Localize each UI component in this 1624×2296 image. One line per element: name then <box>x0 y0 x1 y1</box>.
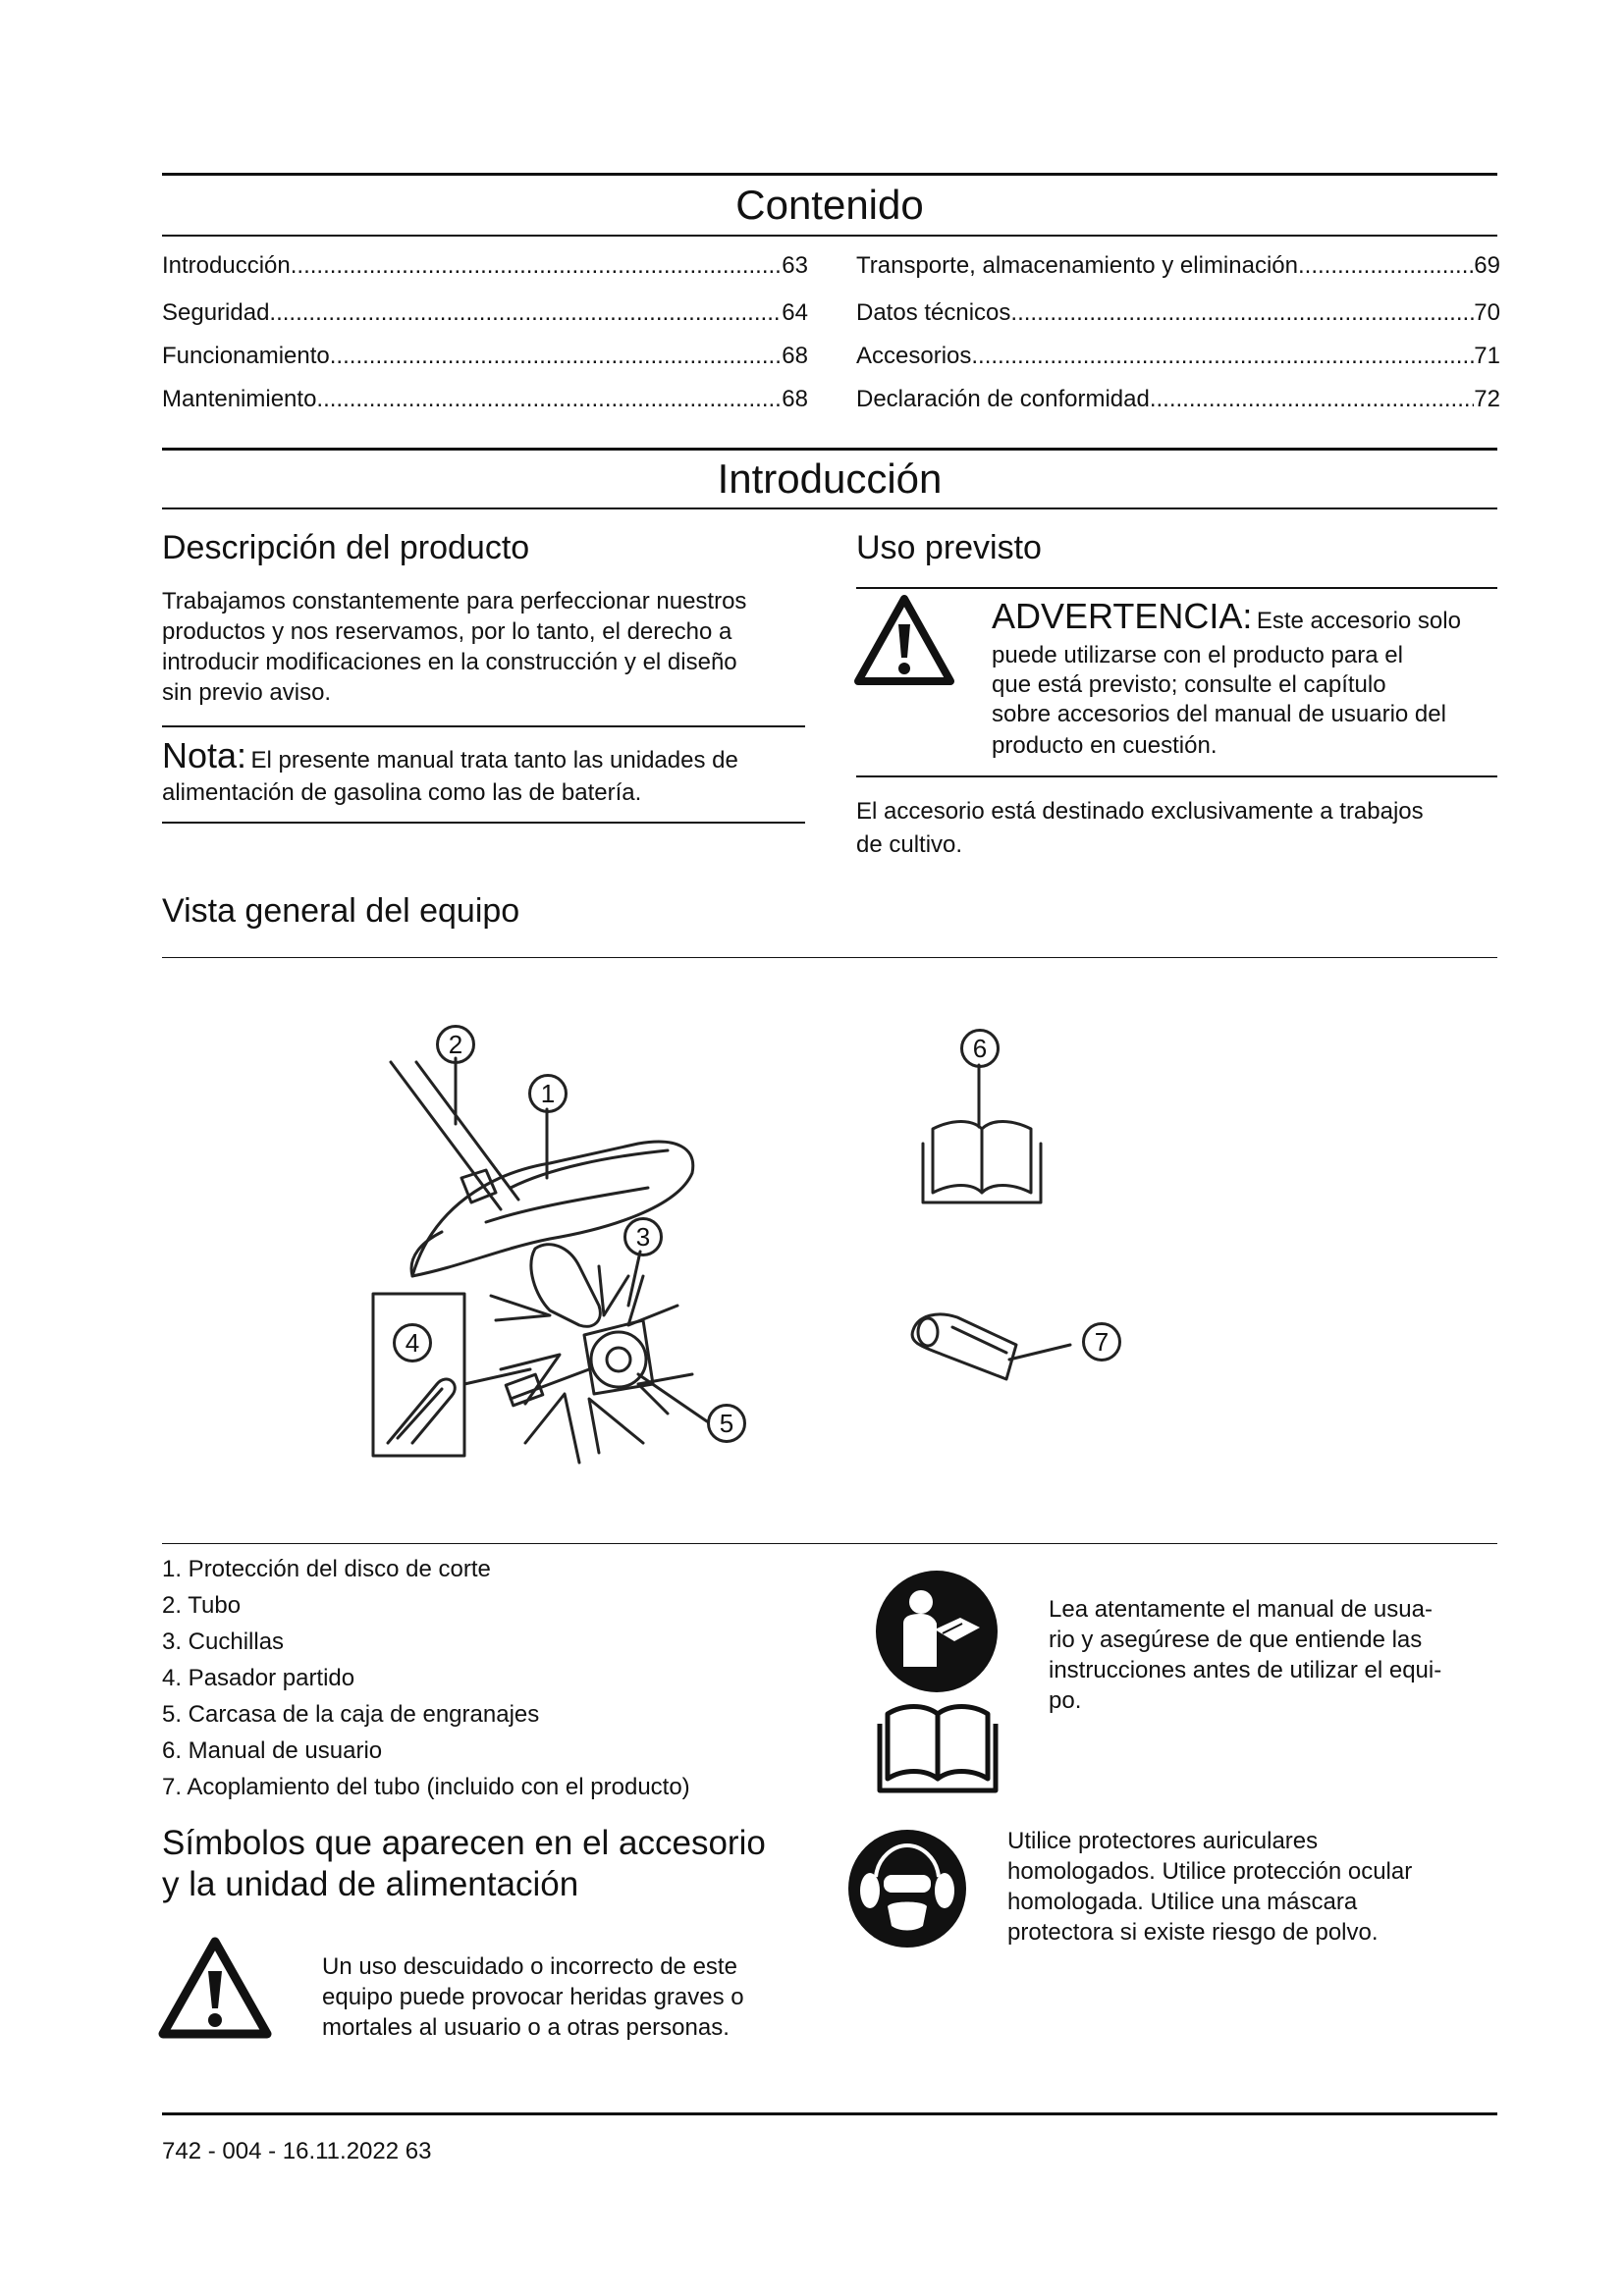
manual-book-drawing <box>923 1122 1041 1203</box>
toc-entry-introduccion[interactable]: Introducción ..... 63 <box>162 251 808 281</box>
warning-line-1: puede utilizarse con el producto para el <box>992 642 1403 668</box>
footer-text: 742 - 004 - 16.11.2022 63 <box>162 2138 432 2164</box>
legend-item-3: 3. Cuchillas <box>162 1629 285 1655</box>
callout-1: 1 <box>528 1074 568 1113</box>
product-description-line-3: introducir modificaciones en la construcción y el diseño <box>162 649 737 675</box>
warning-label: ADVERTENCIA: <box>992 596 1253 636</box>
note-line-2: alimentación de gasolina como las de batería. <box>162 779 642 806</box>
callout-6: 6 <box>960 1029 1000 1068</box>
legend-item-2: 2. Tubo <box>162 1592 242 1619</box>
contents-title: Contenido <box>735 182 924 228</box>
callout-2: 2 <box>436 1025 475 1064</box>
toc-entry-mantenimiento[interactable]: Mantenimiento ..... 68 <box>162 385 808 414</box>
toc-entry-datos-tecnicos[interactable]: Datos técnicos ..... 70 <box>856 298 1500 328</box>
general-warning-line-2: equipo puede provocar heridas graves o <box>322 1984 744 2010</box>
callout-7: 7 <box>1082 1322 1121 1362</box>
callout-3: 3 <box>623 1217 663 1256</box>
legend-item-1: 1. Protección del disco de corte <box>162 1556 491 1582</box>
toc-entry-declaracion[interactable]: Declaración de conformidad ..... 72 <box>856 385 1500 414</box>
manual-line-3: instrucciones antes de utilizar el equi- <box>1049 1657 1442 1683</box>
warning-line-4: producto en cuestión. <box>992 732 1218 759</box>
legend-item-4: 4. Pasador partido <box>162 1665 355 1691</box>
protection-line-4: protectora si existe riesgo de polvo. <box>1007 1919 1379 1946</box>
manual-line-1: Lea atentamente el manual de usua- <box>1049 1596 1433 1623</box>
general-warning-line-1: Un uso descuidado o incorrecto de este <box>322 1953 737 1980</box>
protection-line-2: homologados. Utilice protección ocular <box>1007 1858 1413 1885</box>
warning-line-2: que está previsto; consulte el capítulo <box>992 671 1386 698</box>
tube-coupling-drawing <box>912 1314 1070 1379</box>
symbols-heading-line-1: Símbolos que aparecen en el accesorio <box>162 1824 766 1862</box>
protection-line-1: Utilice protectores auriculares <box>1007 1828 1319 1854</box>
footer-rule <box>162 2112 1497 2115</box>
cutting-disc-guard-drawing <box>411 1142 693 1276</box>
product-description-line-1: Trabajamos constantemente para perfeccionar nuestros <box>162 588 747 614</box>
product-description-heading: Descripción del producto <box>162 529 530 566</box>
overview-heading: Vista general del equipo <box>162 892 520 930</box>
note-line-1: El presente manual trata tanto las unidades de <box>250 747 738 774</box>
product-description-line-4: sin previo aviso. <box>162 679 332 706</box>
note-label: Nota: <box>162 735 247 775</box>
protection-line-3: homologada. Utilice una máscara <box>1007 1889 1358 1915</box>
read-manual-icon <box>874 1569 1000 1694</box>
callout-4: 4 <box>393 1323 432 1362</box>
manual-line-4: po. <box>1049 1687 1082 1714</box>
general-warning-triangle-icon <box>157 1934 273 2042</box>
legend-item-5: 5. Carcasa de la caja de engranajes <box>162 1701 540 1728</box>
legend-item-6: 6. Manual de usuario <box>162 1737 383 1764</box>
general-warning-line-3: mortales al usuario o a otras personas. <box>322 2014 730 2041</box>
toc-entry-transporte[interactable]: Transporte, almacenamiento y eliminación ..... 69 <box>856 251 1500 281</box>
intro-title: Introducción <box>717 455 943 502</box>
toc-entry-funcionamiento[interactable]: Funcionamiento ..... 68 <box>162 342 808 371</box>
symbols-heading-line-2: y la unidad de alimentación <box>162 1865 579 1903</box>
intended-use-heading: Uso previsto <box>856 529 1042 566</box>
toc-entry-seguridad[interactable]: Seguridad ..... 64 <box>162 298 808 328</box>
warning-line-0: Este accesorio solo <box>1256 608 1461 634</box>
intended-use-line-1: El accesorio está destinado exclusivamente a trabajos <box>856 798 1424 825</box>
intended-use-line-2: de cultivo. <box>856 831 963 858</box>
product-description-line-2: productos y nos reservamos, por lo tanto, el derecho a <box>162 618 732 645</box>
manual-line-2: rio y asegúrese de que entiende las <box>1049 1627 1423 1653</box>
toc-entry-accesorios[interactable]: Accesorios ..... 71 <box>856 342 1500 371</box>
manual-book-icon <box>874 1700 1001 1798</box>
warning-line-3: sobre accesorios del manual de usuario del <box>992 701 1446 727</box>
legend-rule <box>162 1543 1497 1544</box>
callout-5: 5 <box>707 1404 746 1443</box>
legend-item-7: 7. Acoplamiento del tubo (incluido con el producto) <box>162 1774 690 1800</box>
protective-equipment-icon <box>846 1828 968 1949</box>
